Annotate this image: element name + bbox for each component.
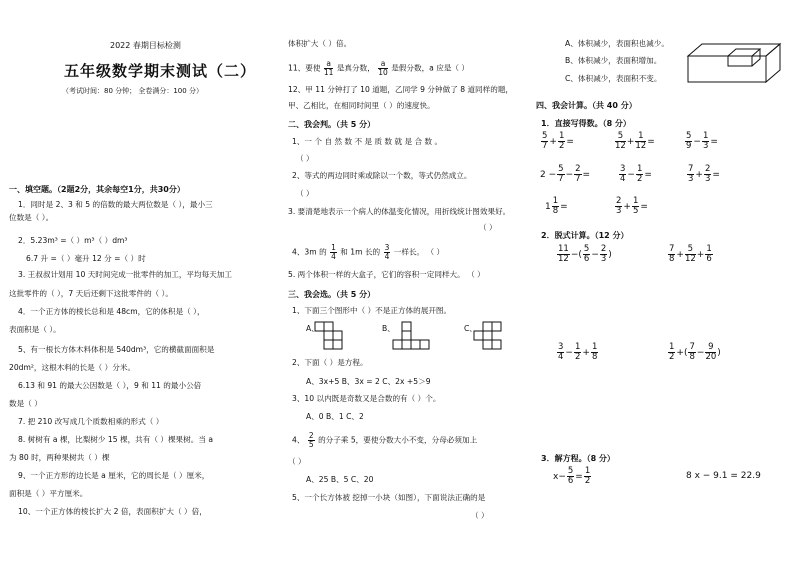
question-12-line-2: 甲、乙相比，在相同时间里（ ）的速度快。 (288, 101, 435, 110)
judge-4: 4、3m 的 $\frac{1}{4}$ 和 1m 长的 $\frac{3}{4}$ 一样长。 （ ） (292, 243, 445, 261)
q10-continuation: 体积扩大（ ）倍。 (288, 39, 352, 48)
section-1-line: 7. 把 210 改写成几个质数相乘的形式（ ） (18, 417, 164, 426)
net-cell (492, 322, 501, 331)
section-1-line: 5、有一根长方体木料体积是 540dm³，它的横截面面积是 (18, 345, 215, 354)
judge-2-blank[interactable]: （ ） (296, 189, 314, 198)
net-cell (402, 322, 411, 331)
section-1-line: 数是（ ） (9, 399, 42, 408)
judge-5: 5. 两个体积一样的大盒子，它们的容积一定同样大。 （ ） (288, 270, 485, 279)
choice-3: 3、10 以内既是奇数又是合数的有（ ）个。 (292, 394, 441, 403)
section-1-line: 4．一个正方体的棱长总和是 48cm，它的体积是（ ）， (18, 307, 205, 316)
net-cell (492, 340, 501, 349)
net-cell (324, 322, 333, 331)
direct-answer-heading: 1．直接写得数。（8 分） (541, 119, 631, 128)
judge-1: 1、一 个 自 然 数 不 是 质 数 就 是 合 数 。 (292, 137, 443, 146)
net-cell (402, 340, 411, 349)
direct-calc-7: 1 $\frac{1}{8}$ = (545, 196, 568, 216)
choice-4: 4、 $\frac{2}{5}$ 的分子乘 5，要使分数大小不变，分母必须加上 (292, 431, 478, 449)
step-calc-1: $\frac{11}{12}$ −( $\frac{5}{6}$ − $\frac{2}{3}$ ) (558, 244, 612, 264)
section-1-line: 为 80 时，两种果树共（ ）棵 (9, 453, 110, 462)
step-calc-4: $\frac{1}{2}$ +( $\frac{7}{8}$ − $\frac{9}{20}$ ) (669, 342, 721, 362)
exam-term: 2022 春期目标检测 (110, 41, 181, 50)
choice-5-option-a: A、体积减少，表面积也减少。 (565, 39, 669, 48)
section-1-line: 位数是（ ）。 (9, 213, 54, 222)
choice-1: 1、下面三个图形中（ ）不是正方体的展开图。 (292, 306, 452, 315)
direct-calc-4: 2 − $\frac{5}{7}$ − $\frac{2}{7}$ = (540, 164, 591, 184)
direct-calc-6: $\frac{7}{3}$ + $\frac{2}{3}$ = (688, 164, 720, 184)
net-cell (333, 331, 342, 340)
choice-5: 5、一个长方体被 挖掉一小块（如图），下面说法正确的是 (292, 493, 486, 502)
direct-calc-2: $\frac{5}{12}$ + $\frac{1}{12}$ = (615, 131, 655, 151)
net-cell (474, 331, 483, 340)
section-1-line: 6.7 升 =（ ）毫升 12 分 =（ ）时 (26, 254, 146, 263)
step-calc-2: $\frac{7}{8}$ + $\frac{5}{12}$ + $\frac{1}{6}$ (669, 244, 712, 264)
direct-calc-5: $\frac{3}{4}$ − $\frac{1}{2}$ = (620, 164, 652, 184)
cuboid-with-notch-figure (686, 38, 782, 84)
exam-info: （考试时间：80 分钟； 全卷满分：100 分） (62, 87, 203, 95)
net-cell (483, 331, 492, 340)
section-2-heading: 二、我会判。（共 5 分） (288, 120, 376, 129)
section-1-line: 3. 王叔叔计划用 10 天时间完成一批零件的加工，平均每天加工 (18, 270, 232, 279)
choice-2: 2、下面（ ）是方程。 (292, 358, 368, 367)
choice-5-option-b: B、体积减少，表面积增加。 (565, 56, 662, 65)
section-1-line: 2．5.23m³ =（ ）m³（ ）dm³ (18, 236, 128, 245)
equation-2: 8 x − 9.1 = 22.9 (686, 471, 761, 481)
step-calc-3: $\frac{3}{4}$ − $\frac{1}{2}$ + $\frac{1}{8}$ (558, 342, 598, 362)
judge-3-blank[interactable]: （ ） (479, 223, 497, 232)
equation-heading: 3．解方程。（8 分） (541, 454, 615, 463)
section-3-heading: 三、我会选。（共 5 分） (288, 290, 376, 299)
question-11: 11、要使 $\frac{a}{11}$ 是真分数， $\frac{a}{10}$ 是假分数，a 应是（ ） (288, 59, 470, 77)
net-cell (483, 322, 492, 331)
net-cell (420, 340, 429, 349)
section-1-line: 10、一个正方体的棱长扩大 2 倍，表面积扩大（ ）倍， (18, 507, 207, 516)
section-1-line: 20dm²，这根木料的长是（ ）分米。 (9, 363, 136, 372)
page-title: 五年级数学期末测试（二） (64, 62, 257, 80)
judge-1-blank[interactable]: （ ） (296, 154, 314, 163)
section-1-line: 这批零件的（ ），7 天后还剩下这批零件的（ ）。 (9, 289, 173, 298)
section-1-line: 表面积是（ ）。 (9, 325, 61, 334)
section-1-heading: 一、填空题。（2题2分，其余每空1分，共30分） (9, 185, 185, 194)
choice-5-blank[interactable]: （ ） (471, 511, 489, 520)
net-cell (333, 340, 342, 349)
choice-2-options: A、3x+5 B、3x = 2 C、2x +5＞9 (306, 377, 431, 386)
net-cell (402, 331, 411, 340)
section-1-line: 8. 树树有 a 棵，比梨树少 15 棵，共有（ ）棵果树。当 a (18, 435, 213, 444)
direct-calc-1: $\frac{5}{7}$ + $\frac{1}{2}$ = (542, 131, 574, 151)
net-cell (411, 340, 420, 349)
choice-1-label-a: A、 (306, 324, 319, 333)
judge-2: 2、等式的两边同时乘或除以一个数，等式仍然成立。 (292, 171, 472, 180)
step-calc-heading: 2．脱式计算。（12 分） (541, 231, 629, 240)
net-cell (393, 340, 402, 349)
section-4-heading: 四、我会计算。（共 40 分） (536, 101, 637, 110)
direct-calc-3: $\frac{5}{9}$ − $\frac{1}{3}$ = (686, 131, 718, 151)
section-1-line: 6.13 和 91 的最大公因数是（ ），9 和 11 的最小公倍 (18, 381, 202, 390)
net-cell (483, 340, 492, 349)
net-cell (315, 322, 324, 331)
net-cell (324, 340, 333, 349)
choice-3-options: A、0 B、1 C、2 (306, 412, 364, 421)
net-cell (324, 331, 333, 340)
choice-4-options: A、25 B、5 C、20 (306, 475, 374, 484)
section-1-line: 9、一个正方形的边长是 a 厘米，它的周长是（ ）厘米， (18, 471, 210, 480)
choice-1-label-b: B、 (382, 324, 395, 333)
direct-calc-8: $\frac{2}{3}$ + $\frac{1}{5}$ = (616, 196, 648, 216)
question-12-line-1: 12、甲 11 分钟打了 10 道题，乙同学 9 分钟做了 8 道同样的题， (288, 85, 514, 94)
choice-4-blank[interactable]: （ ） (288, 457, 306, 466)
section-1-line: 1．同时是 2、3 和 5 的倍数的最大两位数是（ ），最小三 (18, 200, 213, 209)
choice-5-option-c: C、体积减少，表面积不变。 (565, 74, 662, 83)
section-1-line: 面积是（ ）平方厘米。 (9, 489, 88, 498)
judge-3: 3. 要清楚地表示一个病人的体温变化情况，用折线统计图效果好。 (288, 207, 511, 216)
choice-1-label-c: C、 (464, 324, 477, 333)
equation-1: x− $\frac{5}{6}$ = $\frac{1}{2}$ (553, 466, 591, 486)
